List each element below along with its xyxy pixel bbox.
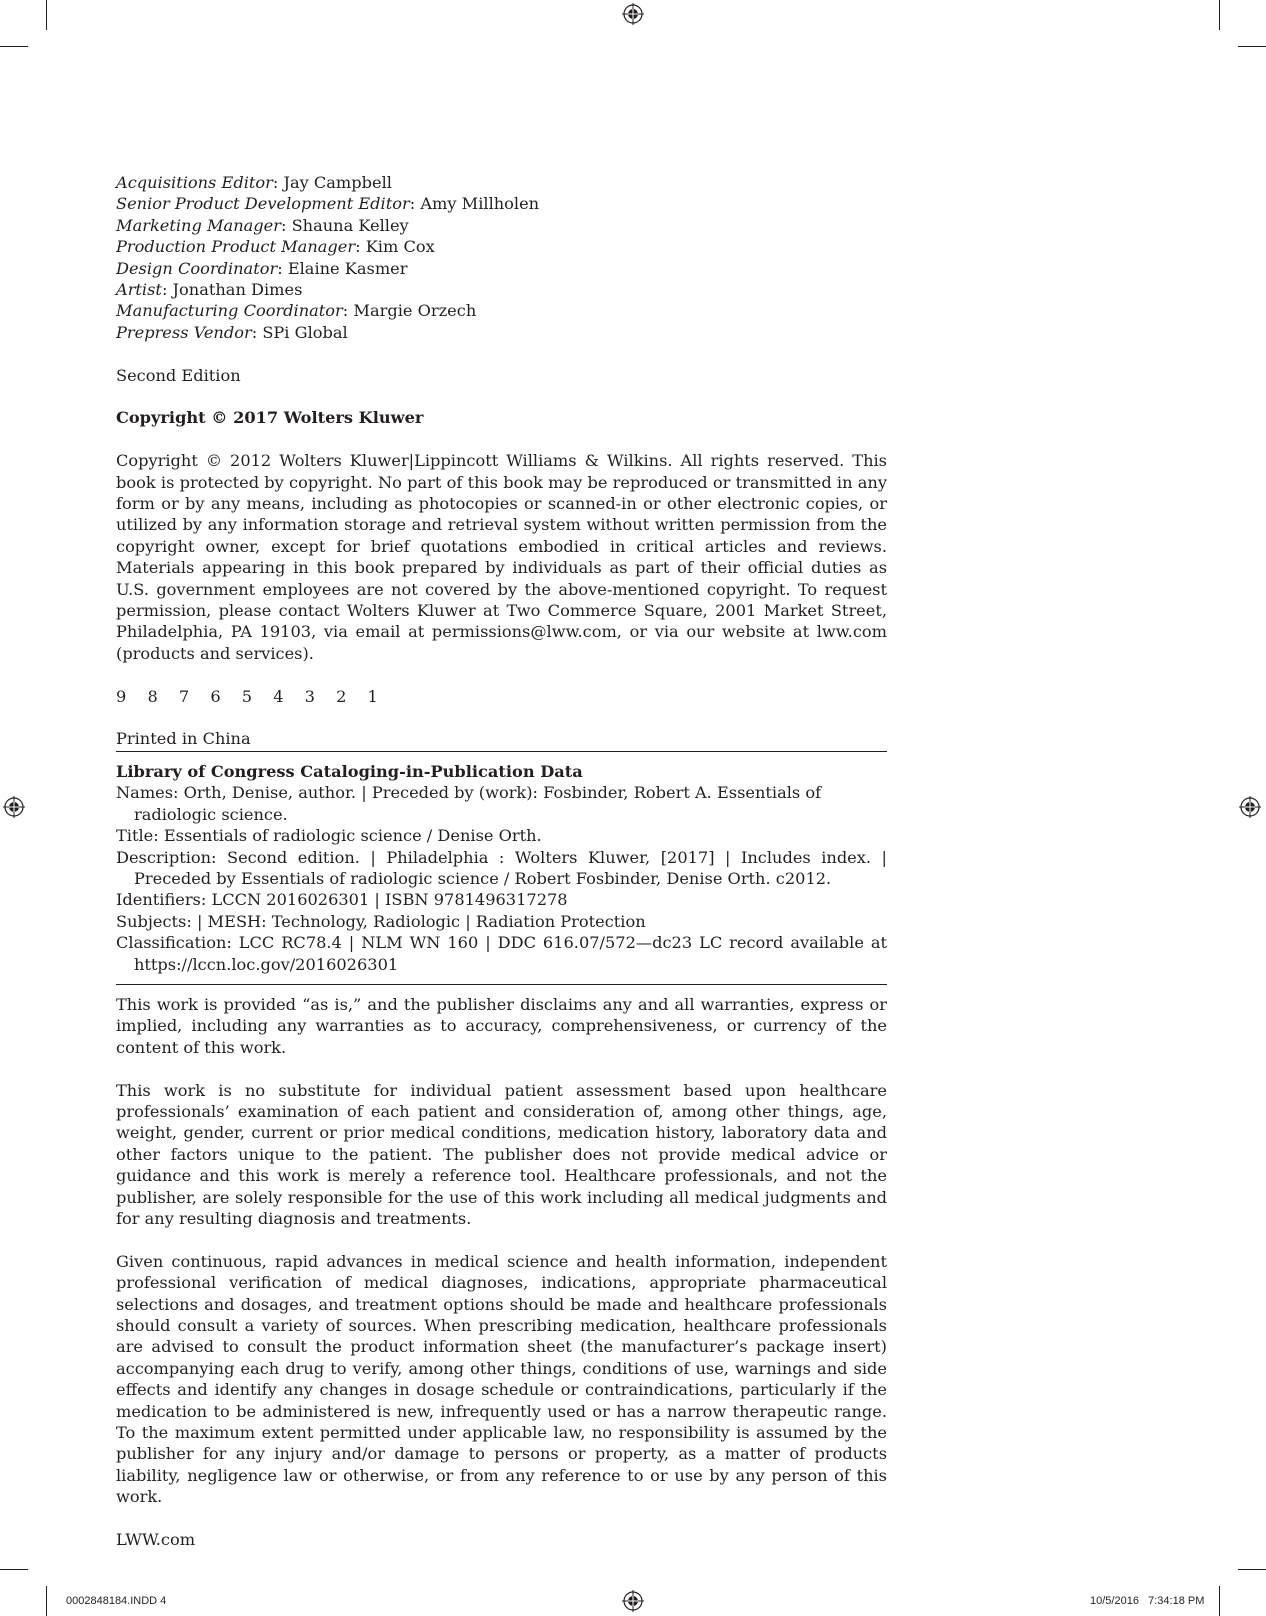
cip-title: Library of Congress Cataloging-in-Publication Data <box>116 761 583 781</box>
registration-mark-icon <box>3 796 25 818</box>
cip-bottom-rule <box>116 984 887 985</box>
cip-data <box>116 761 887 975</box>
slug-file-name: 0002848184.INDD 4 <box>66 1595 167 1607</box>
crop-mark-top-left-h <box>0 46 28 47</box>
crop-mark-top-left-v <box>46 0 47 30</box>
crop-mark-bottom-right-h <box>1238 1569 1266 1570</box>
crop-mark-bottom-left-v <box>46 1586 47 1616</box>
slug-timestamp: 10/5/2016 7:34:18 PM <box>1090 1595 1205 1607</box>
credit-line: Marketing Manager: Shauna Kelley <box>116 215 409 235</box>
copyright-page <box>116 172 887 1550</box>
credit-line: Acquisitions Editor: Jay Campbell <box>116 173 392 192</box>
cip-entry: Classification: LCC RC78.4 | NLM WN 160 | DDC 616.07/572—dc23 LC record available at https://lccn.loc.gov/2016026301 <box>116 933 887 974</box>
crop-mark-top-right-h <box>1238 46 1266 47</box>
credits-list <box>116 172 887 343</box>
crop-mark-bottom-right-v <box>1219 1586 1220 1616</box>
credit-line: Production Product Manager: Kim Cox <box>116 237 435 257</box>
credit-line: Prepress Vendor: SPi Global <box>116 322 348 342</box>
cip-entry: Names: Orth, Denise, author. | Preceded by (work): Fosbinder, Robert A. Essentials of radiologic science. <box>116 783 822 824</box>
cip-entry: Description: Second edition. | Philadelphia : Wolters Kluwer, [2017] | Includes index. | Preceded by Essentials of radiologic science / Robert Fosbinder, Denise Orth. c2012. <box>116 847 887 888</box>
cip-top-rule <box>116 751 887 752</box>
website: LWW.com <box>116 1530 196 1550</box>
cip-entry: Subjects: | MESH: Technology, Radiologic | Radiation Protection <box>116 911 646 931</box>
crop-mark-top-right-v <box>1219 0 1220 30</box>
disclaimer-paragraph: Given continuous, rapid advances in medical science and health information, independent professional verification of medical diagnoses, indications, appropriate pharmaceutical selections and dosages, and treatment options should be made and healthcare professionals should consult a variety of sources. When prescribing medication, healthcare professionals are advised to consult the product information sheet (the manufacturer’s package insert) accompanying each drug to verify, among other things, conditions of use, warnings and side effects and identify any changes in dosage schedule or contraindications, particularly if the medication to be administered is new, infrequently used or has a narrow therapeutic range. To the maximum extent permitted under applicable law, no responsibility is assumed by the publisher for any injury and/or damage to persons or property, as a matter of products liability, negligence law or otherwise, or from any reference to or use by any person of this work. <box>116 1251 887 1507</box>
credit-line: Design Coordinator: Elaine Kasmer <box>116 258 408 278</box>
registration-mark-icon <box>622 3 644 25</box>
copyright-notice: Copyright © 2012 Wolters Kluwer|Lippincott Williams & Wilkins. All rights reserved. This book is protected by copyright. No part of this book may be reproduced or transmitted in any form or by any means, including as photocopies or scanned-in or other electronic copies, or utilized by any information storage and retrieval system without written permission from the copyright owner, except for brief quotations embodied in critical articles and reviews. Materials appearing in this book prepared by individuals as part of their official duties as U.S. government employees are not covered by the above-mentioned copyright. To request permission, please contact Wolters Kluwer at Two Commerce Square, 2001 Market Street, Philadelphia, PA 19103, via email at permissions@lww.com, or via our website at lww.com (products and services). <box>116 451 887 663</box>
disclaimer-paragraph: This work is provided “as is,” and the publisher disclaims any and all warranties, express or implied, including any warranties as to accuracy, comprehensiveness, or currency of the content of this work. <box>116 994 887 1057</box>
cip-entry: Title: Essentials of radiologic science / Denise Orth. <box>116 826 542 846</box>
credit-line: Artist: Jonathan Dimes <box>116 280 303 300</box>
cip-entry: Identifiers: LCCN 2016026301 | ISBN 9781496317278 <box>116 890 568 910</box>
credit-line: Senior Product Development Editor: Amy Millholen <box>116 194 540 214</box>
edition: Second Edition <box>116 365 241 385</box>
copyright-heading: Copyright © 2017 Wolters Kluwer <box>116 408 424 428</box>
printer-line: 9 8 7 6 5 4 3 2 1 <box>116 686 386 706</box>
credit-line: Manufacturing Coordinator: Margie Orzech <box>116 301 477 321</box>
registration-mark-icon <box>622 1590 644 1612</box>
printed-in: Printed in China <box>116 729 251 749</box>
disclaimer-paragraph: This work is no substitute for individual patient assessment based upon healthcare professionals’ examination of each patient and consideration of, among other things, age, weight, gender, current or prior medical conditions, medication history, laboratory data and other factors unique to the patient. The publisher does not provide medical advice or guidance and this work is merely a reference tool. Healthcare professionals, and not the publisher, are solely responsible for the use of this work including all medical judgments and for any resulting diagnosis and treatments. <box>116 1080 887 1228</box>
registration-mark-icon <box>1239 796 1261 818</box>
crop-mark-bottom-left-h <box>0 1569 28 1570</box>
